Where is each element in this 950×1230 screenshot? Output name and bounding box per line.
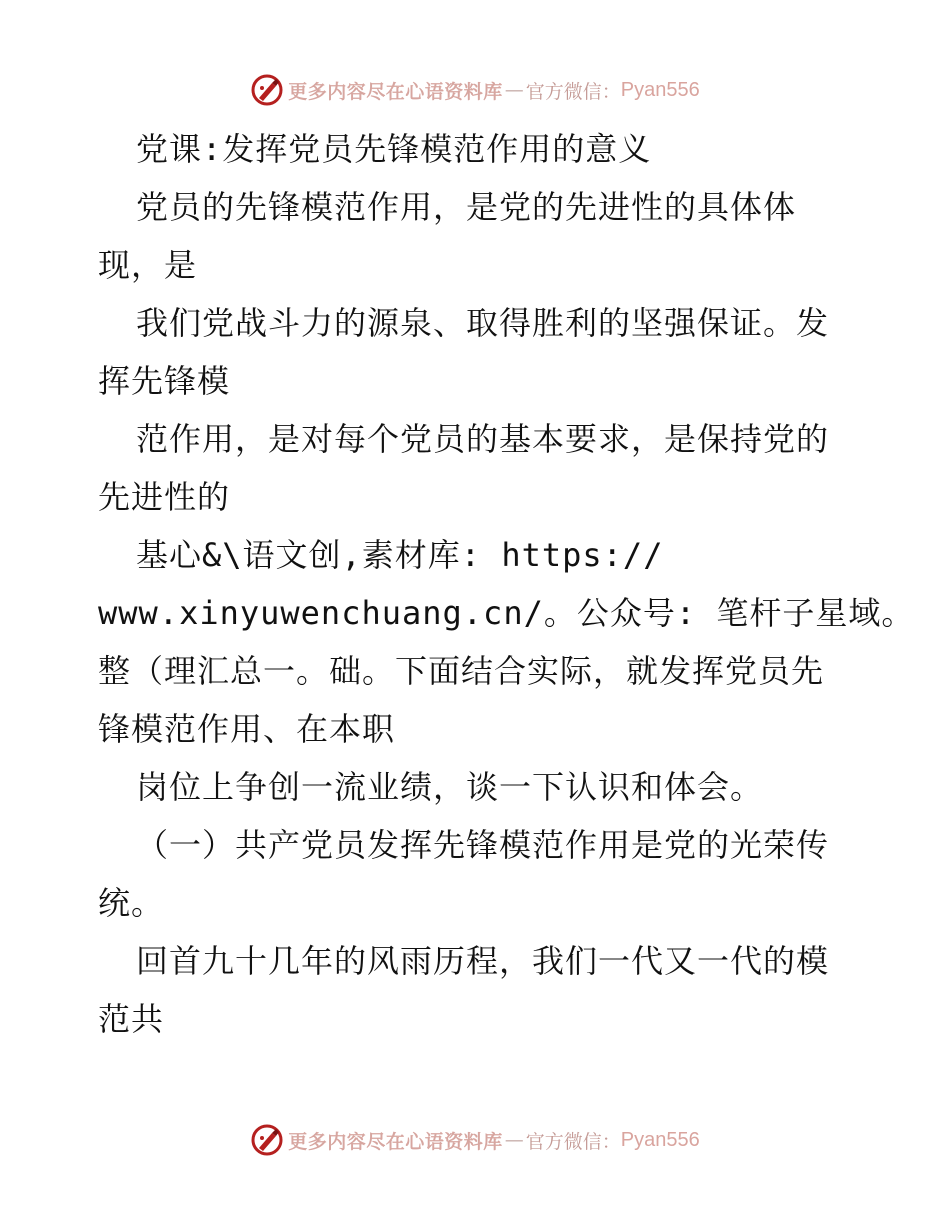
paragraph-line: 现，是 [98, 246, 198, 284]
document-body [98, 120, 915, 1048]
banner-official-label: 官方微信： [525, 1130, 621, 1153]
banner-separator: — [504, 79, 524, 101]
banner-separator: — [504, 1129, 524, 1151]
paragraph-line: 整（理汇总一。础。下面结合实际，就发挥党员先 [98, 652, 825, 690]
document-title: 党课:发挥党员先锋模范作用的意义 [136, 130, 652, 168]
paragraph-line: www.xinyuwenchuang.cn/。公众号: 笔杆子星域。 [98, 594, 915, 632]
paragraph-line: 我们党战斗力的源泉、取得胜利的坚强保证。发 [136, 304, 830, 342]
paragraph-line: 统。 [98, 884, 165, 922]
header-banner [0, 70, 950, 110]
paragraph-line: 回首九十几年的风雨历程，我们一代又一代的模 [136, 942, 830, 980]
banner-official-label: 官方微信： [525, 80, 621, 103]
banner-wechat-id: Pyan556 [620, 78, 700, 101]
pen-logo-icon [250, 1123, 284, 1157]
section-heading: （一）共产党员发挥先锋模范作用是党的光荣传 [136, 826, 830, 864]
paragraph-line: 先进性的 [98, 478, 231, 516]
paragraph-line: 锋模范作用、在本职 [98, 710, 396, 748]
banner-wechat-id: Pyan556 [620, 1128, 700, 1151]
paragraph-line: 基心&\语文创,素材库: https:// [136, 536, 664, 574]
paragraph-line: 范作用，是对每个党员的基本要求，是保持党的 [136, 420, 830, 458]
banner-text: 更多内容尽在心语资料库 [288, 80, 503, 103]
footer-banner [0, 1120, 950, 1160]
paragraph-line: 范共 [98, 1000, 165, 1038]
paragraph-line: 党员的先锋模范作用，是党的先进性的具体体 [136, 188, 797, 226]
banner-text: 更多内容尽在心语资料库 [288, 1130, 503, 1153]
paragraph-line: 挥先锋模 [98, 362, 231, 400]
pen-logo-icon [250, 73, 284, 107]
paragraph-line: 岗位上争创一流业绩，谈一下认识和体会。 [136, 768, 764, 806]
